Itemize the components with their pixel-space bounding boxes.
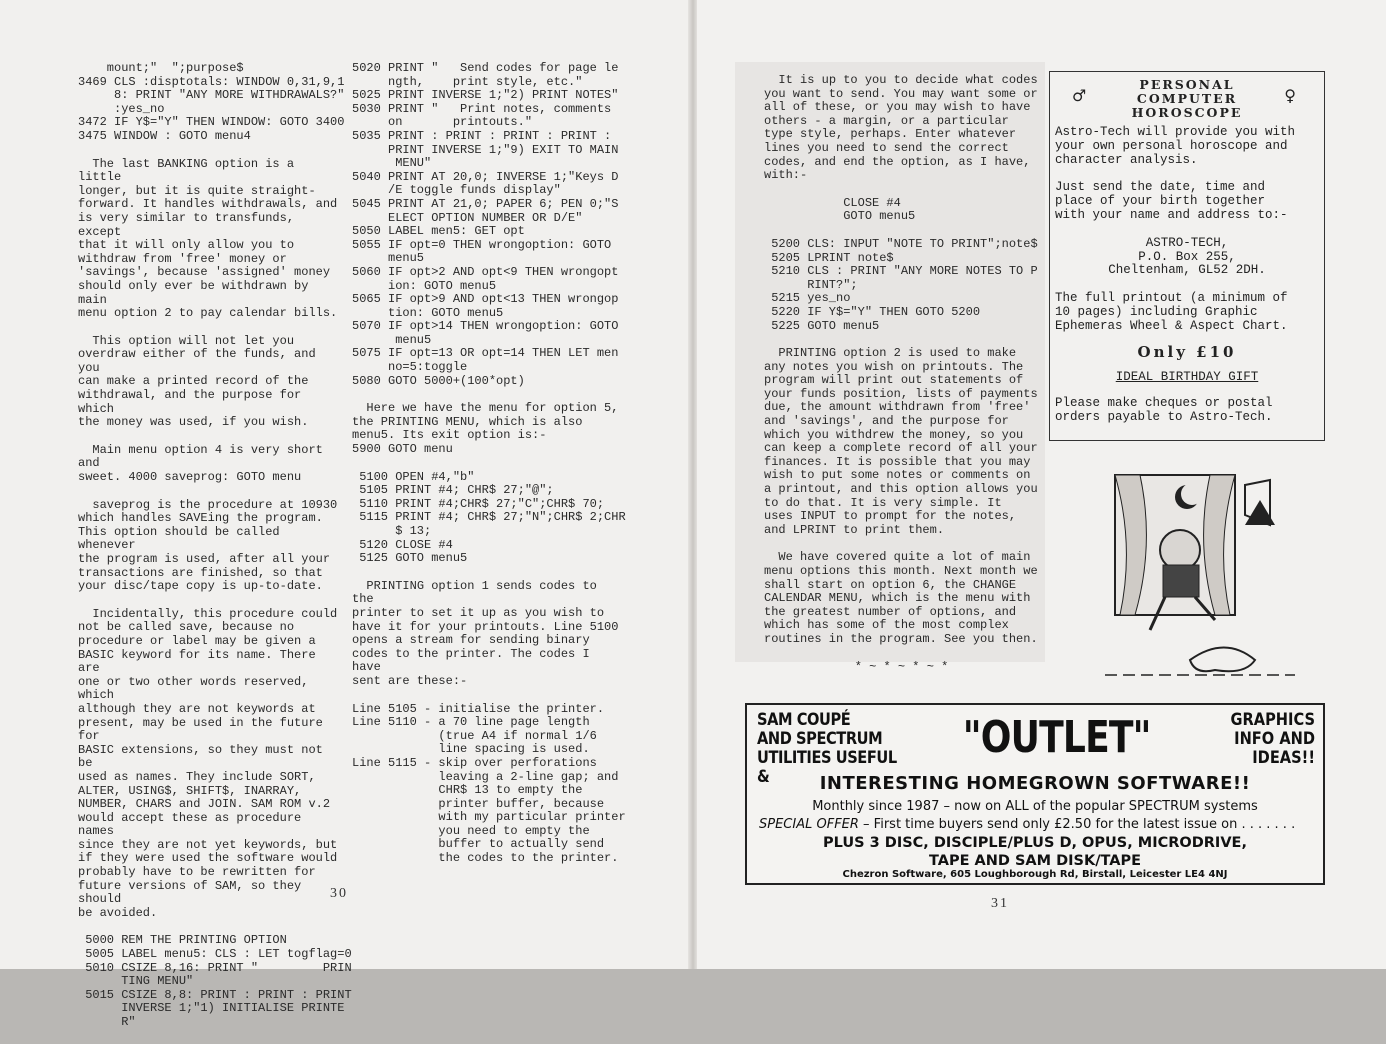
horoscope-advert [1049, 71, 1325, 441]
cartoon-illustration [1095, 455, 1325, 695]
advert-title: PERSONAL COMPUTER HOROSCOPE [1131, 77, 1243, 120]
paragraph: PRINTING option 2 is used to make any notes you wish on printouts. The program will print out statements of your funds position, lists of payments due, the amount withdrawn from 'free' and 'savings', and the purpose for which you withdrew the money, so you can keep a complete record of all your finances. It is possible that you may wish to put some notes or comments on a printout, and this option allows you to do that. It is very simple. It uses INPUT to prompt for the notes, and LPRINT to print them. [764, 346, 1038, 537]
outlet-address: Chezron Software, 605 Loughborough Rd, Birstall, Leicester LE4 4NJ [842, 869, 1228, 880]
paragraph: saveprog is the procedure at 10930 which handles SAVEing the program. This option should be called whenever the program is used, after all your transactions are finished, so that your disc/tape copy is up-to-date. [78, 497, 338, 594]
paragraph: PRINTING option 1 sends codes to the printer to set it up as you wish to have it for your printouts. Line 5100 opens a stream for sending binary codes to the printer. The codes I have sent are these:- [352, 578, 619, 688]
paragraph: It is up to you to decide what codes you want to send. You may want some or all of these, or you may wish to have others - a margin, or a particular type style, perhaps. Enter whatever lines you need to send the correct codes, and end the option, as I have, with:- [764, 73, 1038, 183]
code-listing: 5020 PRINT " Send codes for page le ngth, print style, etc." 5025 PRINT INVERSE 1;"2) PRINT NOTES" 5030 PRINT " Print notes, comments on printouts." 5035 PRINT : PRINT : PRINT : PRINT : PRINT INVERSE 1;"9) EXIT TO MAIN MENU" 5040 PRINT AT 20,0; INVERSE 1;"Keys D /E toggle funds display" 5045 PRINT AT 21,0; PAPER 6; PEN 0;"S ELECT OPTION NUMBER OR D/E" 5050 LABEL men5: GET opt 5055 IF opt=0 THEN wrongoption: GOTO menu5 5060 IF opt>2 AND opt<9 THEN wrongopt ion: GOTO menu5 5065 IF opt>9 AND opt<13 THEN wrongop tion: GOTO menu5 5070 IF opt>14 THEN wrongoption: GOTO menu5 5075 IF opt=13 OR opt=14 THEN LET men no=5:toggle 5080 GOTO 5000+(100*opt) [352, 61, 619, 388]
advert-text: Please make cheques or postal orders payable to Astro-Tech. [1055, 396, 1273, 424]
code-listing: 5100 OPEN #4,"b" 5105 PRINT #4; CHR$ 27;"@"; 5110 PRINT #4;CHR$ 27;"C";CHR$ 70; 5115 PRINT #4; CHR$ 27;"N";CHR$ 2;CHR $ 13; 5120 CLOSE #4 5125 GOTO menu5 [359, 469, 626, 566]
outlet-systems: PLUS 3 DISC, DISCIPLE/PLUS D, OPUS, MICRODRIVE, [823, 835, 1247, 851]
line-definitions: Line 5105 - initialise the printer. Line 5110 - a 70 line page length (true A4 if normal 1/6 line spacing is used. Line 5115 - skip over perforations leaving a 2-line gap; and CHR$ 13 to empty the printer buffer, because with my particular printer you need to empty the buffer to actually send the codes to the printer. [352, 701, 626, 866]
section-separator: * ~ * ~ * ~ * [854, 659, 949, 674]
outlet-title: "OUTLET" [962, 712, 1151, 763]
advert-text: The full printout (a minimum of 10 pages) including Graphic Ephemeras Wheel & Aspect Chart. [1055, 291, 1288, 333]
paragraph: The last BANKING option is a little longer, but it is quite straight- forward. It handles withdrawals, and is very similar to transfunds, except that it will only allow you to withdraw from 'free' money or 'savings', because 'assigned' money should only ever be withdrawn by main menu option 2 to pay calendar bills. [78, 156, 338, 321]
offer-text: – First time buyers send only £2.50 for the latest issue on . . . . . . . [858, 817, 1296, 832]
offer-label: SPECIAL OFFER [759, 817, 859, 832]
code-listing: 5000 REM THE PRINTING OPTION 5005 LABEL menu5: CLS : LET togflag=0 5010 CSIZE 8,16: PRINT " PRIN TING MENU" 5015 CSIZE 8,8: PRINT : PRINT : PRINT INVERSE 1;"1) INITIALISE PRINTE R" [85, 933, 352, 1029]
code-listing: CLOSE #4 GOTO menu5 [843, 195, 916, 224]
advert-address: ASTRO-TECH, P.O. Box 255, Cheltenham, GL52 2DH. [1108, 235, 1266, 278]
page-number: 31 [991, 896, 1009, 911]
paragraph: We have covered quite a lot of main menu options this month. Next month we shall start on option 6, the CHANGE CALENDAR MENU, which is the menu with the greatest number of options, and which has some of the most complex routines in the program. See you then. [764, 550, 1038, 646]
paragraph: Here we have the menu for option 5, the PRINTING MENU, which is also menu5. Its exit option is:- 5900 GOTO menu [352, 401, 619, 457]
advert-gift: IDEAL BIRTHDAY GIFT [1115, 370, 1259, 385]
outlet-headline: INTERESTING HOMEGROWN SOFTWARE!! [819, 773, 1251, 794]
advert-price: Only £10 [1137, 342, 1237, 361]
outlet-systems: TAPE AND SAM DISK/TAPE [928, 853, 1142, 869]
outlet-left-text: SAM COUPÉ AND SPECTRUM UTILITIES USEFUL & [757, 710, 897, 787]
left-page [0, 0, 690, 1029]
outlet-line: Monthly since 1987 – now on ALL of the popular SPECTRUM systems [812, 799, 1258, 814]
paragraph: Incidentally, this procedure could not be called save, because no procedure or label may be given a BASIC keyword for its name. There are one or two other words reserved, which although they are not keywords at present, may be used in the future for BASIC extensions, so they must not be used as names. They include SORT, ALTER, USING$, SHIFT$, INARRAY, NUMBER, CHARS and JOIN. SAM ROM v.2 would accept these as procedure names since they are not yet keywords, but if they were used the software would probably have to be rewritten for future versions of SAM, so they should be avoided. [78, 606, 338, 920]
outlet-right-text: GRAPHICS INFO AND IDEAS!! [1230, 710, 1315, 768]
female-symbol-icon: ♀ [1284, 86, 1296, 105]
code-listing: mount;" ";purpose$ 3469 CLS :disptotals: WINDOW 0,31,9,1 8: PRINT "ANY MORE WITHDRAWALS?" :yes_no 3472 IF Y$="Y" THEN WINDOW: GOTO 3400 3475 WINDOW : GOTO menu4 [78, 61, 345, 143]
paragraph: This option will not let you overdraw either of the funds, and you can make a printed record of the withdrawal, and the purpose for which the money was used, if you wish. [78, 333, 316, 430]
paragraph: Main menu option 4 is very short and sweet. 4000 saveprog: GOTO menu [78, 442, 323, 485]
left-column-2 [352, 61, 626, 880]
male-symbol-icon: ♂ [1072, 86, 1087, 105]
advert-text: Astro-Tech will provide you with your own personal horoscope and character analysis. [1055, 125, 1296, 167]
right-column-1 [764, 74, 1039, 674]
page-number: 30 [330, 886, 348, 901]
right-page [697, 0, 1386, 969]
left-column-1 [78, 61, 352, 1044]
advert-text: Just send the date, time and place of your birth together with your name and address to:- [1055, 180, 1288, 222]
code-listing: 5200 CLS: INPUT "NOTE TO PRINT";note$ 5205 LPRINT note$ 5210 CLS : PRINT "ANY MORE NOTES TO P RINT?"; 5215 yes_no 5220 IF Y$="Y" THEN GOTO 5200 5225 GOTO menu5 [771, 236, 1038, 333]
outlet-offer [759, 817, 1319, 832]
outlet-advert [745, 703, 1325, 885]
